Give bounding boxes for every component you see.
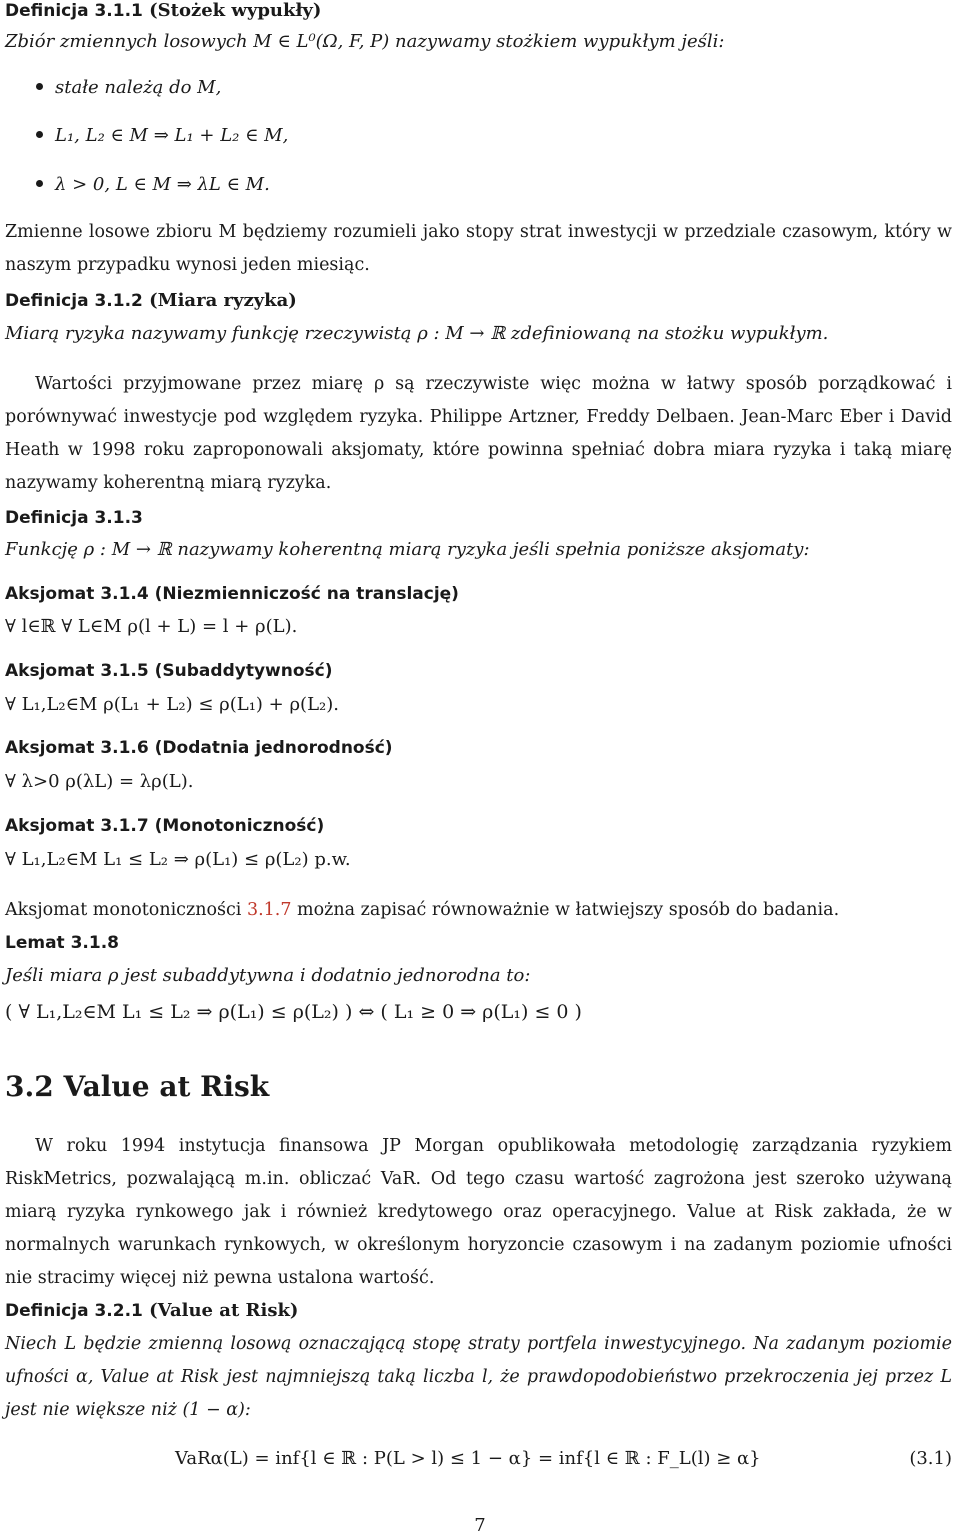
axiom-3-1-6-formula: ∀ λ>0 ρ(λL) = λρ(L). — [5, 771, 194, 792]
bullet-text: stałe należą do M, — [55, 77, 222, 98]
bullet-item — [36, 125, 288, 147]
paragraph-value-at-risk: W roku 1994 instytucja finansowa JP Morgan opublikowała metodologię zarządzania ryzykiem RiskMetrics, pozwalającą m.in. obliczać VaR. Od tego czasu wartość zagrożona jest szeroko używaną miarą ryzyka rynkowego jak i również kredytowego oraz operacyjnego. Value at Risk zakłada, że w normalnych warunkach rynkowych, w określonym horyzoncie czasowym i na zadanym poziomie ufności nie stracimy więcej niż pewna ustalona wartość. — [5, 1136, 952, 1288]
definition-3-1-3-body: Funkcję ρ : M → ℝ nazywamy koherentną miarą ryzyka jeśli spełnia poniższe aksjomaty: — [5, 539, 810, 560]
definition-label: Definicja 3.2.1 — [5, 1301, 143, 1321]
bullet-item — [36, 77, 221, 99]
definition-3-2-1-heading — [5, 1300, 298, 1322]
axiom-reference-link[interactable]: 3.1.7 — [246, 900, 292, 920]
axiom-3-1-5-heading: Aksjomat 3.1.5 (Subaddytywność) — [5, 661, 333, 681]
paragraph-monotonicznosc — [5, 899, 839, 921]
definition-label: Definicja 3.1.3 — [5, 508, 143, 528]
axiom-3-1-7-heading: Aksjomat 3.1.7 (Monotoniczność) — [5, 816, 325, 836]
section-title: 3.2 Value at Risk — [5, 1070, 270, 1103]
page-number: 7 — [474, 1515, 486, 1536]
paragraph-text: Aksjomat monotoniczności — [5, 900, 247, 920]
definition-3-1-1-heading — [5, 0, 321, 22]
definition-label: Definicja 3.1.2 — [5, 291, 143, 311]
definition-3-1-2-heading — [5, 290, 297, 312]
paragraph-text: można zapisać równoważnie w łatwiejszy sposób do badania. — [291, 900, 840, 920]
paragraph-stopy-strat: Zmienne losowe zbioru M będziemy rozumieli jako stopy strat inwestycji w przedziale czasowym, który w naszym przypadku wynosi jeden miesiąc. — [5, 222, 952, 275]
bullet-item — [36, 174, 270, 196]
axiom-3-1-5-formula: ∀ L₁,L₂∈M ρ(L₁ + L₂) ≤ ρ(L₁) + ρ(L₂). — [5, 694, 339, 715]
axiom-3-1-4-formula: ∀ l∈ℝ ∀ L∈M ρ(l + L) = l + ρ(L). — [5, 616, 298, 637]
lemma-3-1-8-heading: Lemat 3.1.8 — [5, 933, 119, 953]
equation-number: (3.1) — [909, 1448, 952, 1469]
equation-3-1 — [175, 1448, 952, 1469]
bullet-text: L₁, L₂ ∈ M ⇒ L₁ + L₂ ∈ M, — [55, 125, 289, 146]
bullet-icon — [36, 131, 43, 138]
bullet-text: λ > 0, L ∈ M ⇒ λL ∈ M. — [55, 174, 270, 195]
definition-3-1-3-heading — [5, 507, 143, 529]
definition-title: (Value at Risk) — [142, 1300, 299, 1321]
paragraph-wartosci: Wartości przyjmowane przez miarę ρ są rzeczywiste więc można w łatwy sposób porządkować i porównywać inwestycje pod względem ryzyka. Philippe Artzner, Freddy Delbaen. Jean-Marc Eber i David Heath w 1998 roku zaproponowali aksjomaty, które powinna spełniać dobra miara ryzyka i taką miarę nazywamy koherentną miarą ryzyka. — [5, 374, 952, 493]
axiom-3-1-6-heading: Aksjomat 3.1.6 (Dodatnia jednorodność) — [5, 738, 393, 758]
definition-3-2-1-body: Niech L będzie zmienną losową oznaczającą stopę straty portfela inwestycyjnego. Na zadanym poziomie ufności α, Value at Risk jest najmniejszą taką liczba l, że prawdopodobieństwo przekroczenia jej przez L jest nie większe niż (1 − α): — [5, 1334, 952, 1420]
axiom-3-1-7-formula: ∀ L₁,L₂∈M L₁ ≤ L₂ ⇒ ρ(L₁) ≤ ρ(L₂) p.w. — [5, 849, 351, 870]
lemma-3-1-8-formula: ( ∀ L₁,L₂∈M L₁ ≤ L₂ ⇒ ρ(L₁) ≤ ρ(L₂) ) ⇔ ( L₁ ≥ 0 ⇒ ρ(L₁) ≤ 0 ) — [5, 1001, 582, 1023]
lemma-3-1-8-body: Jeśli miara ρ jest subaddytywna i dodatnio jednorodna to: — [5, 965, 531, 986]
definition-title: (Miara ryzyka) — [142, 290, 297, 311]
bullet-icon — [36, 83, 43, 90]
equation-formula: VaRα(L) = inf{l ∈ ℝ : P(L > l) ≤ 1 − α} = inf{l ∈ ℝ : F_L(l) ≥ α} — [175, 1448, 761, 1469]
definition-label: Definicja 3.1.1 — [5, 1, 143, 21]
definition-3-1-1-body: Zbiór zmiennych losowych M ∈ L⁰(Ω, F, P) nazywamy stożkiem wypukłym jeśli: — [5, 31, 725, 52]
definition-title: (Stożek wypukły) — [142, 0, 322, 21]
axiom-3-1-4-heading: Aksjomat 3.1.4 (Niezmienniczość na translację) — [5, 584, 459, 604]
definition-3-1-2-body: Miarą ryzyka nazywamy funkcję rzeczywistą ρ : M → ℝ zdefiniowaną na stożku wypukłym. — [5, 323, 829, 344]
bullet-icon — [36, 180, 43, 187]
